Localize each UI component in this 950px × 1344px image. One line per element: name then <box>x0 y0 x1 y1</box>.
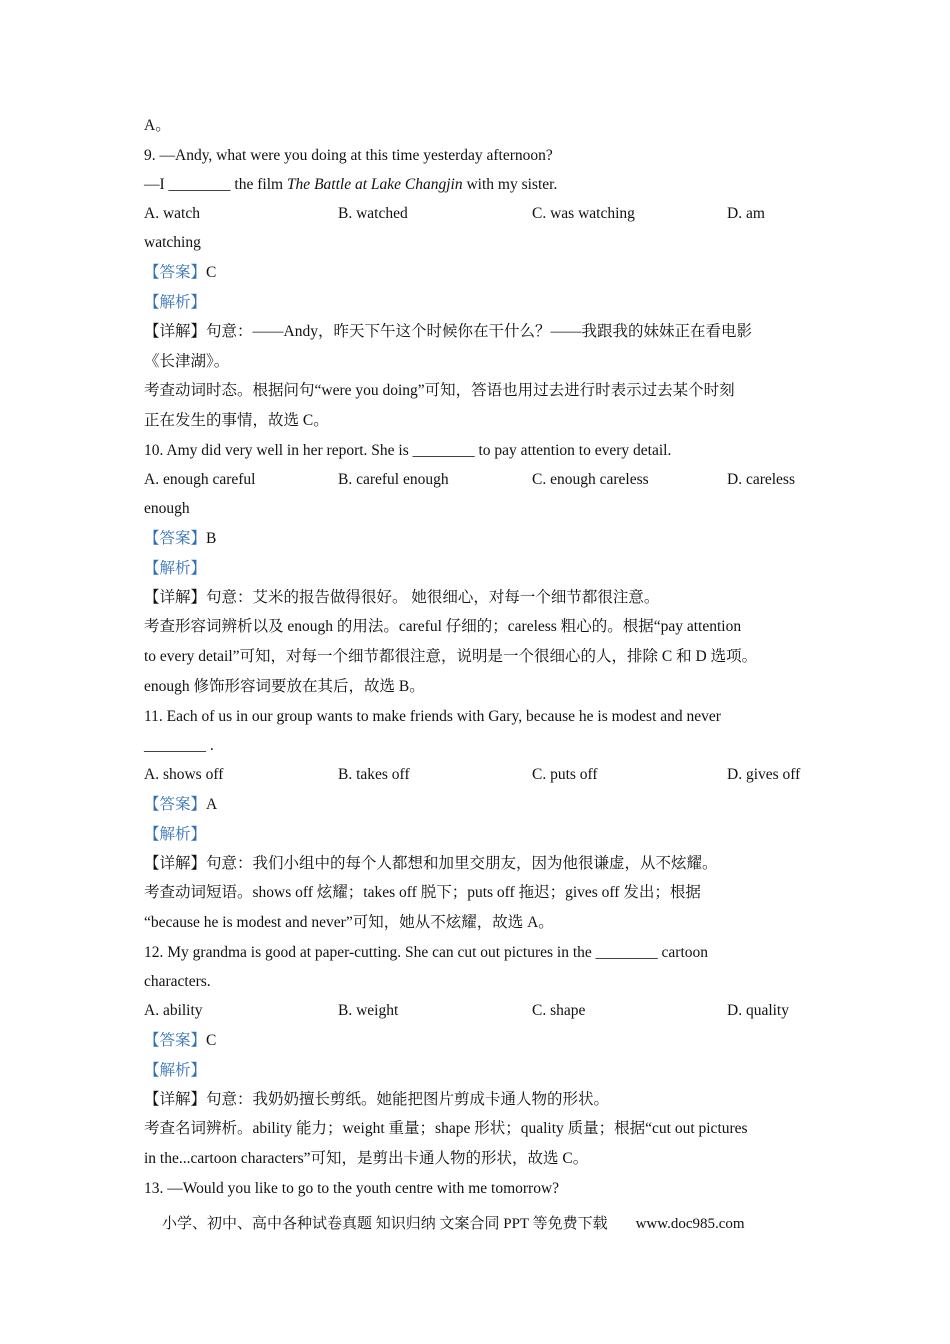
q10-detail-2: 考查形容词辨析以及 enough 的用法。careful 仔细的；careless 粗心的。根据“pay attention <box>144 618 742 635</box>
q12-option-a: A. ability <box>144 1002 203 1019</box>
q10-option-d-cont: enough <box>144 500 190 517</box>
q12-detail-2: 考查名词辨析。ability 能力；weight 重量；shape 形状；quality 质量；根据“cut out pictures <box>144 1120 748 1137</box>
q12-detail-3: in the...cartoon characters”可知，是剪出卡通人物的形状，故选 C。 <box>144 1150 589 1167</box>
q12-option-c: C. shape <box>532 1002 586 1019</box>
footer-url-link[interactable]: www.doc985.com <box>635 1216 745 1232</box>
q9-film-title: The Battle at Lake Changjin <box>286 176 463 193</box>
q11-option-d: D. gives off <box>727 766 801 783</box>
q10-detail-3: to every detail”可知，对每一个细节都很注意，说明是一个很细心的人，排除 C 和 D 选项。 <box>144 648 758 665</box>
q11-detail-3: “because he is modest and never”可知，她从不炫耀，故选 A。 <box>144 914 554 931</box>
q11-option-a: A. shows off <box>144 766 224 783</box>
q11-analysis-tag: 【解析】 <box>144 826 207 843</box>
q10-detail-1: 【详解】句意：艾米的报告做得很好。 她很细心，对每一个细节都很注意。 <box>144 589 660 606</box>
page-footer <box>162 1214 745 1234</box>
detail-tag: 【详解】 <box>144 855 207 872</box>
q12-option-b: B. weight <box>338 1002 399 1019</box>
q9-option-b: B. watched <box>338 205 408 222</box>
q11-option-c: C. puts off <box>532 766 598 783</box>
q9-detail-1: 【详解】句意：——Andy，昨天下午这个时候你在干什么？——我跟我的妹妹正在看电影 <box>144 323 752 340</box>
q9-analysis-tag: 【解析】 <box>144 294 207 311</box>
q9-option-c: C. was watching <box>532 205 635 222</box>
q10-option-b: B. careful enough <box>338 471 449 488</box>
q11-detail-1: 【详解】句意：我们小组中的每个人都想和加里交朋友，因为他很谦虚，从不炫耀。 <box>144 855 718 872</box>
q12-option-d: D. quality <box>727 1002 789 1019</box>
q9-option-d: D. am <box>727 205 765 222</box>
q9-detail-4: 正在发生的事情，故选 C。 <box>144 412 329 429</box>
q10-analysis-tag: 【解析】 <box>144 560 207 577</box>
answer-tag: 【答案】 <box>144 264 207 281</box>
q10-option-d: D. careless <box>727 471 795 488</box>
q11-option-b: B. takes off <box>338 766 410 783</box>
q9-option-a: A. watch <box>144 205 200 222</box>
q12-detail-1: 【详解】句意：我奶奶擅长剪纸。她能把图片剪成卡通人物的形状。 <box>144 1091 610 1108</box>
q10-answer: 【答案】B <box>144 530 217 547</box>
answer-tag: 【答案】 <box>144 1032 207 1049</box>
q11-stem-line2: ________ . <box>144 737 214 754</box>
answer-tag: 【答案】 <box>144 530 207 547</box>
q12-analysis-tag: 【解析】 <box>144 1062 207 1079</box>
q9-option-d-cont: watching <box>144 234 201 251</box>
q12-stem: 12. My grandma is good at paper-cutting. She can cut out pictures in the ________ cartoon <box>144 944 709 961</box>
q11-stem: 11. Each of us in our group wants to make friends with Gary, because he is modest and never <box>144 708 721 725</box>
detail-tag: 【详解】 <box>144 589 207 606</box>
q10-stem: 10. Amy did very well in her report. She is ________ to pay attention to every detail. <box>144 442 672 459</box>
answer-tag: 【答案】 <box>144 796 207 813</box>
q9-detail-3: 考查动词时态。根据问句“were you doing”可知，答语也用过去进行时表示过去某个时刻 <box>144 382 735 399</box>
detail-tag: 【详解】 <box>144 1091 207 1108</box>
q11-answer: 【答案】A <box>144 796 218 813</box>
q10-detail-4: enough 修饰形容词要放在其后，故选 B。 <box>144 678 425 695</box>
q10-option-a: A. enough careful <box>144 471 256 488</box>
q9-stem-line2: —I ________ the film The Battle at Lake Changjin with my sister. <box>144 176 558 193</box>
q12-stem-line2: characters. <box>144 973 211 990</box>
q11-detail-2: 考查动词短语。shows off 炫耀；takes off 脱下；puts off 拖迟；gives off 发出；根据 <box>144 884 701 901</box>
prev-answer-tail: A。 <box>144 117 171 134</box>
q9-answer: 【答案】C <box>144 264 217 281</box>
q9-detail-2: 《长津湖》。 <box>144 353 230 370</box>
q9-stem: 9. —Andy, what were you doing at this time yesterday afternoon? <box>144 147 553 164</box>
footer-text: 小学、初中、高中各种试卷真题 知识归纳 文案合同 PPT 等免费下载 <box>162 1216 608 1232</box>
q13-stem: 13. —Would you like to go to the youth centre with me tomorrow? <box>144 1180 560 1197</box>
q10-option-c: C. enough careless <box>532 471 649 488</box>
detail-tag: 【详解】 <box>144 323 207 340</box>
q12-answer: 【答案】C <box>144 1032 217 1049</box>
